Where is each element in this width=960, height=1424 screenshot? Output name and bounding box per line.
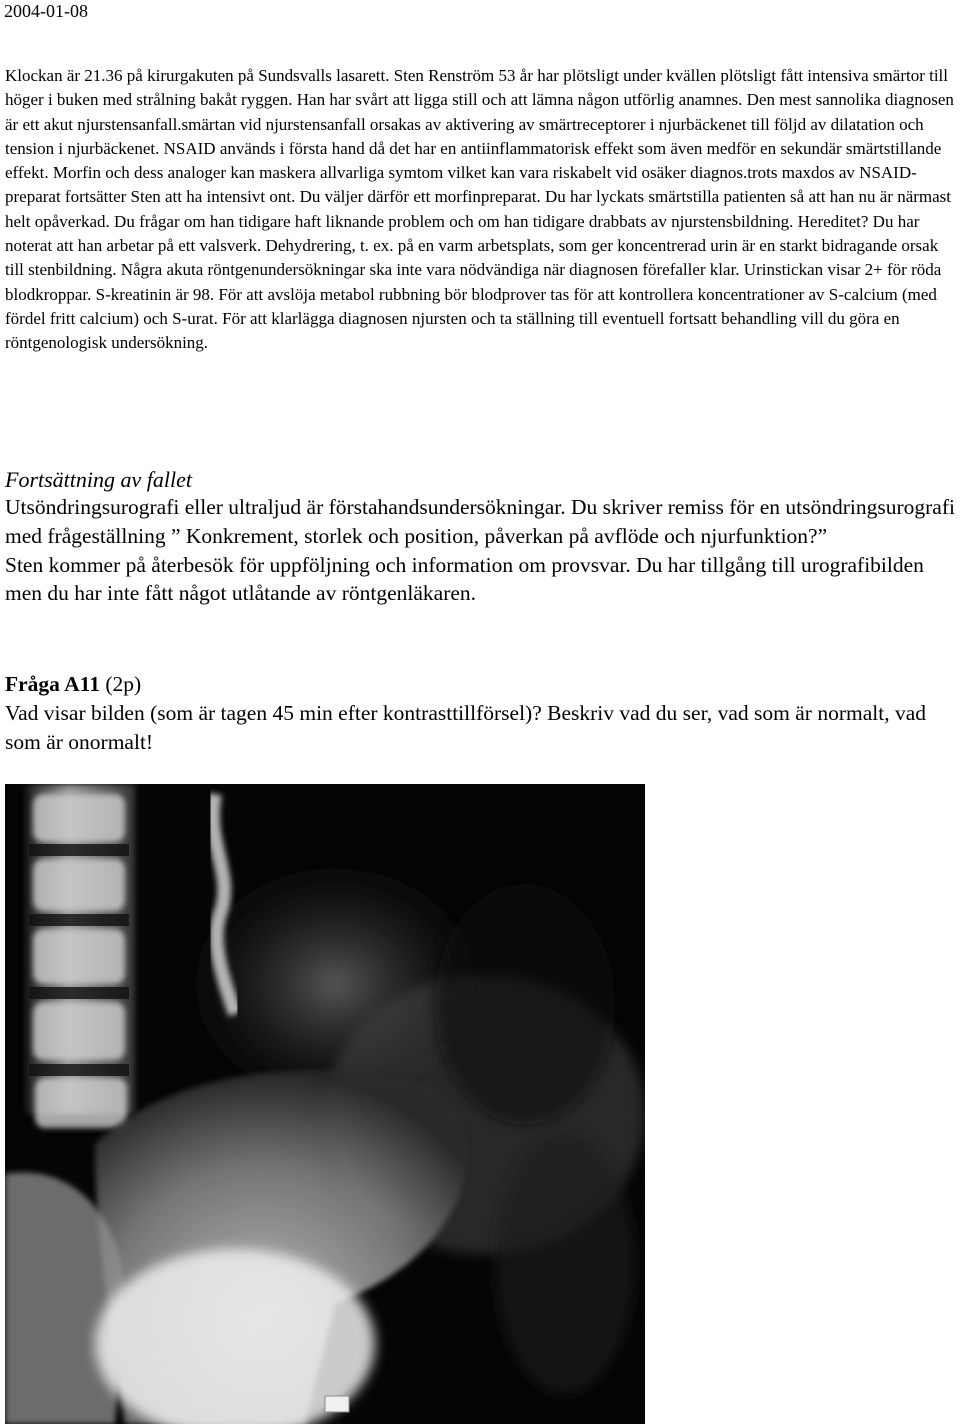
question-text: Vad visar bilden (som är tagen 45 min efter kontrasttillförsel)? Beskriv vad du ser, vad som är normalt, vad som är onormalt!: [5, 701, 927, 754]
question-points: (2p): [105, 672, 142, 696]
question-header: [5, 670, 957, 699]
case-description: Klockan är 21.36 på kirurgakuten på Sundsvalls lasarett. Sten Renström 53 år har plötsligt under kvällen plötsligt fått intensiva smärtor till höger i buken med strålning bakåt ryggen. Han har svårt att ligga still och att lämna någon utförlig anamnes. Den mest sannolika diagnosen är ett akut njurstensanfall.smärtan vid njurstensanfall orsakas av aktivering av smärtreceptorer i njurbäckenet till följd av dilatation och tension i njurbäckenet. NSAID används i första hand då det har en antiinflammatorisk effekt som även medför en sekundär smärtstillande effekt. Morfin och dess analoger kan maskera allvarliga symtom vilket kan vara riskabelt vid osäker diagnos.trots maxdos av NSAID-preparat fortsätter Sten att ha intensivt ont. Du väljer därför ett morfinpreparat. Du har lyckats smärtstilla patienten så att han nu är närmast helt opåverkad. Du frågar om han tidigare haft liknande problem och om han tidigare drabbats av njurstensbildning. Hereditet? Du har noterat att han arbetar på ett valsverk. Dehydrering, t. ex. på en varm arbetsplats, som ger koncentrerad urin är en starkt bidragande orsak till stenbildning. Några akuta röntgenundersökningar ska inte vara nödvändiga när diagnosen förefaller klar. Urinstickan visar 2+ för röda blodkroppar. S-kreatinin är 98. För att avslöja metabol rubbning bör blodprover tas för att kontrollera koncentrationer av S-calcium (med fördel fritt calcium) och S-urat. För att klarlägga diagnosen njursten och ta ställning till eventuell fortsatt behandling vill du göra en röntgenologisk undersökning.: [5, 66, 954, 353]
question-block: [5, 670, 957, 757]
urography-xray-image: [5, 784, 645, 1424]
continuation-heading: Fortsättning av fallet: [5, 467, 192, 492]
question-label: Fråga A11: [5, 672, 100, 696]
continuation-paragraph-1: Utsöndringsurografi eller ultraljud är förstahandsundersökningar. Du skriver remiss för en utsöndringsurografi med frågeställning ” Konkrement, storlek och position, påverkan på avflöde och njurfunktion?”: [5, 495, 955, 548]
xray-drawing: [5, 784, 645, 1424]
continuation-body: [5, 493, 957, 608]
continuation-paragraph-2: Sten kommer på återbesök för uppföljning och information om provsvar. Du har tillgång till urografibilden men du har inte fått något utlåtande av röntgenläkaren.: [5, 552, 924, 606]
document-date: 2004-01-08: [4, 1, 88, 21]
